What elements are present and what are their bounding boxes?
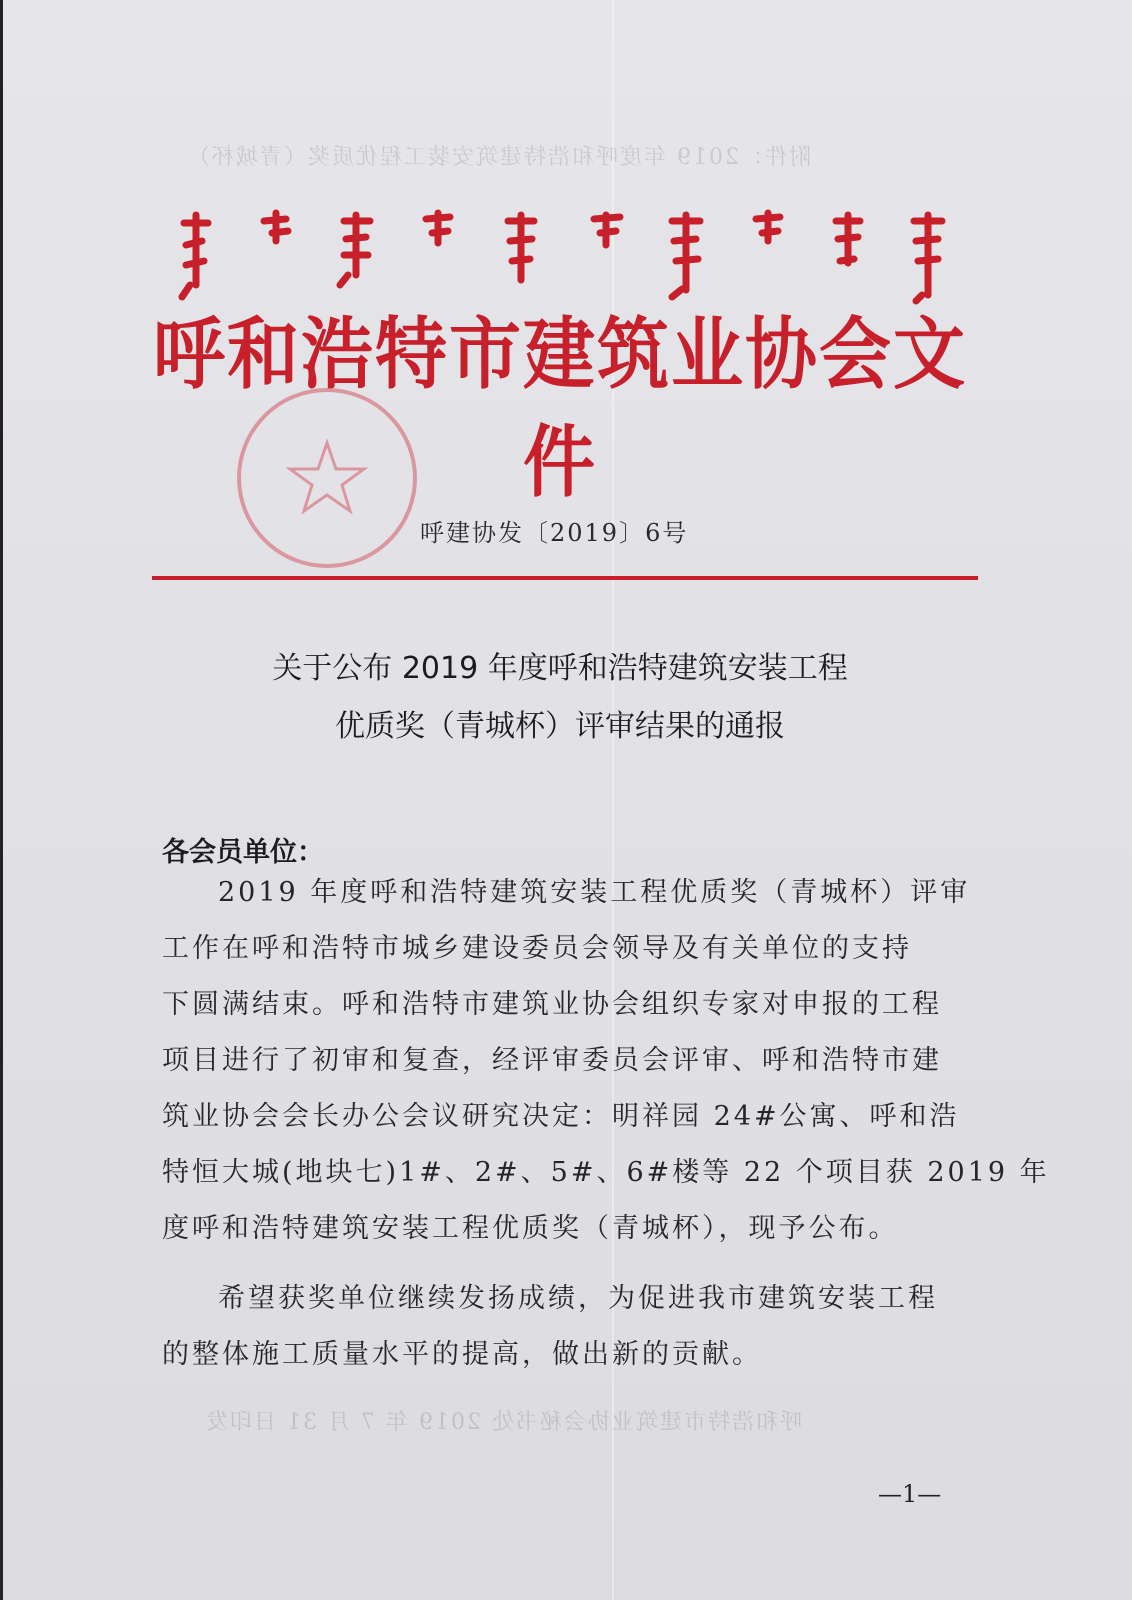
salutation: 各会员单位： [162, 837, 324, 868]
body-line: 下圆满结束。呼和浩特市建筑业协会组织专家对申报的工程 [162, 989, 942, 1020]
body-line: 筑业协会会长办公会议研究决定：明祥园 24#公寓、呼和浩 [162, 1101, 960, 1132]
body-line: 希望获奖单位继续发扬成绩，为促进我市建筑安装工程 [218, 1283, 938, 1314]
scan-edge [0, 0, 3, 1600]
document-title [150, 640, 970, 756]
body-line: 2019 年度呼和浩特建筑安装工程优质奖（青城杯）评审 [218, 877, 971, 908]
title-line-2: 优质奖（青城杯）评审结果的通报 [335, 709, 785, 744]
organization-name-header: 呼和浩特市建筑业协会文件 [152, 308, 967, 508]
body-line: 度呼和浩特建筑安装工程优质奖（青城杯），现予公布。 [162, 1213, 899, 1244]
page-number: —1— [878, 1480, 942, 1508]
body-line: 特恒大城(地块七)1#、2#、5#、6#楼等 22 个项目获 2019 年 [162, 1157, 1050, 1188]
red-divider [152, 576, 978, 580]
body-line: 项目进行了初审和复查，经评审委员会评审、呼和浩特市建 [162, 1045, 942, 1076]
seal-stamp-icon [232, 383, 422, 573]
mongolian-script-header [176, 205, 966, 305]
title-line-1: 关于公布 2019 年度呼和浩特建筑安装工程 [272, 651, 848, 686]
body-line: 工作在呼和浩特市城乡建设委员会领导及有关单位的支持 [162, 933, 912, 964]
body-line: 的整体施工质量水平的提高，做出新的贡献。 [162, 1339, 762, 1370]
document-number: 呼建协发〔2019〕6号 [420, 519, 689, 547]
bleed-through-header: 附件：2019 年度呼和浩特建筑安装工程优质奖（青城杯） [186, 145, 811, 170]
bleed-through-footer: 呼和浩特市建筑业协会秘书处 2019 年 7 月 31 日印发 [204, 1410, 802, 1435]
